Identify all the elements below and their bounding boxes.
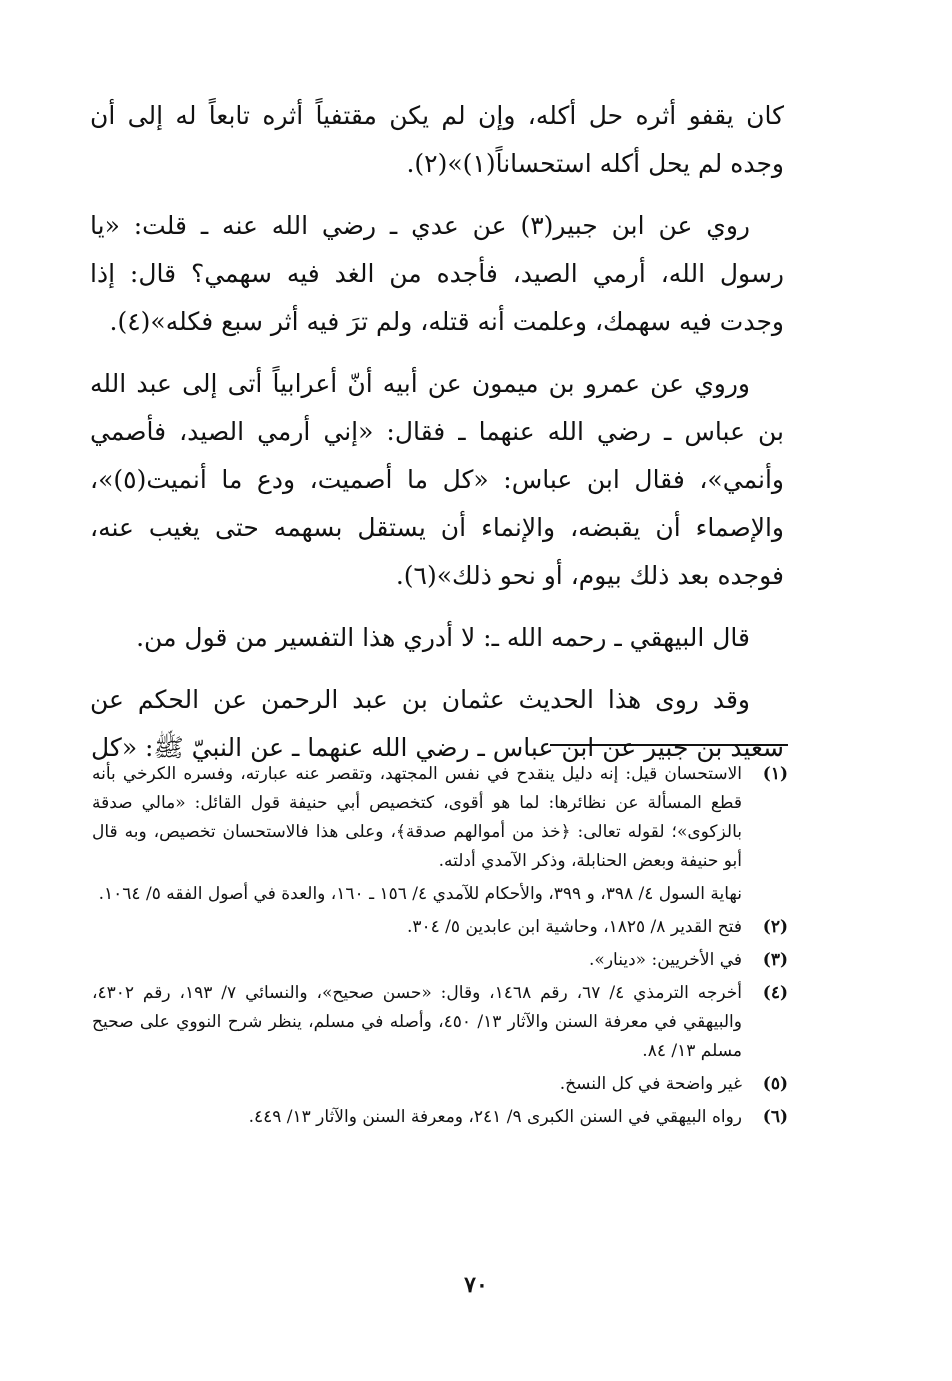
footnote-1-references: نهاية السول ٤/ ٣٩٨، و ٣٩٩، والأحكام للآمدي ٤/ ١٥٦ ـ ١٦٠، والعدة في أصول الفقه ٥/ ١٠٦٤. — [98, 884, 742, 904]
footnote-number: (٦) — [762, 1107, 788, 1127]
footnote-text: فتح القدير ٨/ ١٨٢٥، وحاشية ابن عابدين ٥/ ٣٠٤. — [406, 917, 742, 937]
footnote-number: (٤) — [762, 983, 788, 1003]
footnote-1 — [92, 760, 788, 876]
footnote-2 — [92, 913, 788, 942]
footnote-3 — [92, 946, 788, 975]
footnote-number: (٣) — [762, 950, 788, 970]
paragraph-4: قال البيهقي ـ رحمه الله ـ: لا أدري هذا التفسير من قول من. — [136, 623, 750, 652]
paragraph-3: وروي عن عمرو بن ميمون عن أبيه أنّ أعرابياً أتى إلى عبد الله بن عباس ـ رضي الله عنهما ـ فقال: «إني أرمي الصيد، فأصمي وأنمي»، فقال ابن عباس: «كل ما أصميت، ودع ما أنميت(٥)»، والإصماء أن يقبضه، والإنماء أن يستقل بسهمه حتى يغيب عنه، فوجده بعد ذلك بيوم، أو نحو ذلك»(٦). — [90, 369, 784, 590]
footnote-text: رواه البيهقي في السنن الكبرى ٩/ ٢٤١، ومعرفة السنن والآثار ١٣/ ٤٤٩. — [248, 1107, 742, 1127]
footnote-text: في الأخريين: «دينار». — [589, 950, 742, 970]
footnote-text: الاستحسان قيل: إنه دليل ينقدح في نفس المجتهد، وتقصر عنه عبارته، وفسره الكرخي بأنه قطع المسألة عن نظائرها: لما هو أقوى، كتخصيص أبي حنيفة قول القائل: «مالي صدقة بالزكوى»؛ لقوله تعالى: ﴿خذ من أموالهم صدقة﴾، وعلى هذا فالاستحسان تخصيص، وبه قال أبو حنيفة وبعض الحنابلة، وذكر الآمدي أدلته. — [92, 764, 742, 871]
paragraph-2: روي عن ابن جبير(٣) عن عدي ـ رضي الله عنه ـ قلت: «يا رسول الله، أرمي الصيد، فأجده من الغد فيه سهمي؟ قال: إذا وجدت فيه سهمك، وعلمت أنه قتله، ولم ترَ فيه أثر سبع فكله»(٤). — [90, 211, 784, 336]
footnote-6 — [92, 1103, 788, 1132]
footnote-text: أخرجه الترمذي ٤/ ٦٧، رقم ١٤٦٨، وقال: «حسن صحيح»، والنسائي ٧/ ١٩٣، رقم ٤٣٠٢، والبيهقي في معرفة السنن والآثار ١٣/ ٤٥٠، وأصله في مسلم، ينظر شرح النووي على صحيح مسلم ١٣/ ٨٤. — [92, 983, 742, 1061]
page-number: ٧٠ — [464, 1272, 488, 1298]
footnote-text: غير واضحة في كل النسخ. — [559, 1074, 742, 1094]
footnotes — [92, 760, 788, 1136]
main-text — [90, 92, 784, 786]
footnote-number: (١) — [762, 764, 788, 784]
footnote-number: (٢) — [762, 917, 788, 937]
paragraph-5: وقد روى هذا الحديث عثمان بن عبد الرحمن عن الحكم عن سعيد بن جبير عن ابن عباس ـ رضي الله عنهما ـ عن النبيّ ﷺ: «كل — [90, 685, 784, 762]
paragraph-1: كان يقفو أثره حل أكله، وإن لم يكن مقتفياً أثره تابعاً له إلى أن وجده لم يحل أكله استحساناً(١)»(٢). — [90, 101, 784, 178]
footnote-number: (٥) — [762, 1074, 788, 1094]
footnote-5 — [92, 1070, 788, 1099]
footnote-separator — [550, 744, 788, 746]
footnote-4 — [92, 979, 788, 1066]
